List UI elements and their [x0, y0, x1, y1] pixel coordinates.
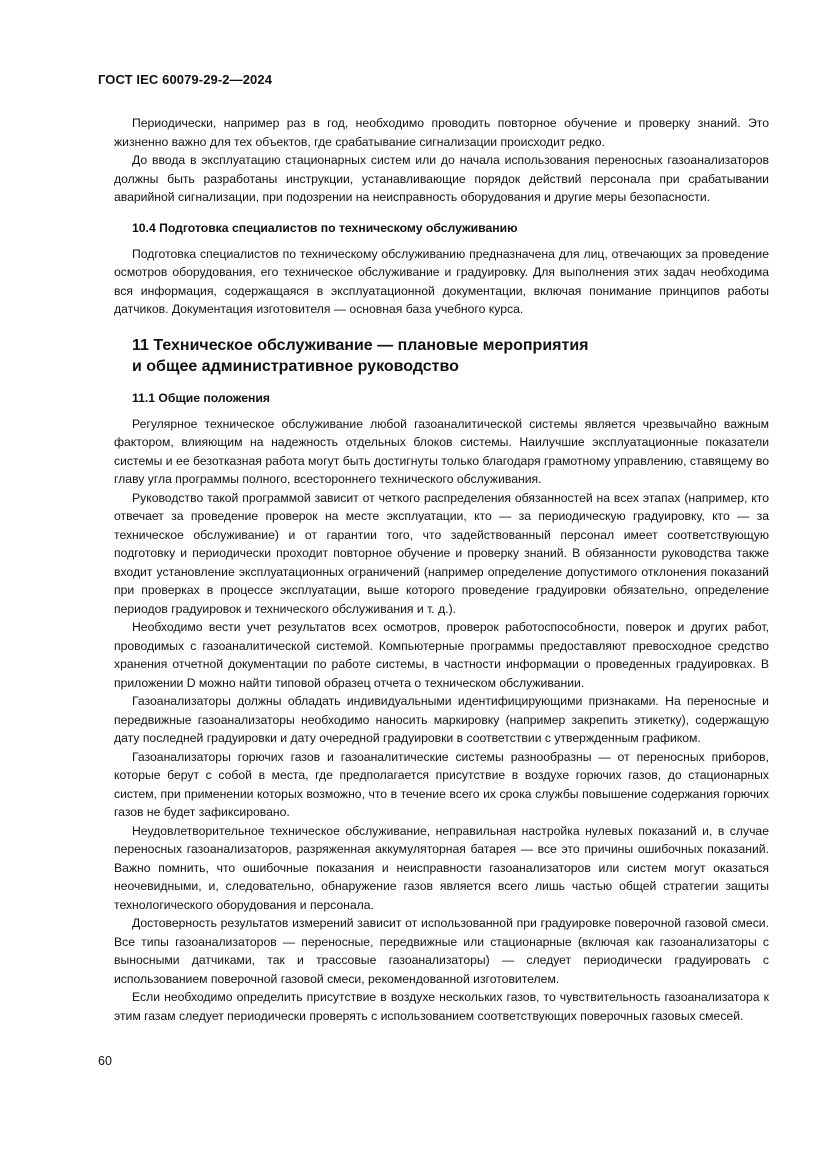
paragraph: До ввода в эксплуатацию стационарных систем или до начала использования переносных газоанализаторов должны быть разработаны инструкции, устанавливающие порядок действий персонала при срабатывании аварийной сигнализации, при подозрении на неисправность оборудования и другие меры безопасности.: [114, 153, 769, 204]
paragraph: Периодически, например раз в год, необходимо проводить повторное обучение и проверку знаний. Это жизненно важно для тех объектов, где срабатывание сигнализации происходит редко.: [114, 116, 769, 149]
paragraph: Если необходимо определить присутствие в воздухе нескольких газов, то чувствительность газоанализатора к этим газам следует периодически проверять с использованием соответствующих поверочных газовых смесей.: [114, 990, 769, 1023]
section-heading-11-line2: и общее административное руководство: [132, 357, 459, 375]
section-heading-11: [132, 335, 769, 377]
section-heading-11-line1: 11 Техническое обслуживание — плановые мероприятия: [132, 336, 589, 354]
section-heading-10-4: 10.4 Подготовка специалистов по техническому обслуживанию: [132, 220, 518, 235]
document-header: ГОСТ IEC 60079-29-2—2024: [98, 72, 273, 87]
paragraph: Руководство такой программой зависит от четкого распределения обязанностей на всех этапах (например, кто отвечает за проведение проверок на месте эксплуатации, кто — за периодическую градуировку, кто — за техническое обслуживание) и от гарантии того, что задействованный персонал имеет соответствующую подготовку и периодически проходит повторное обучение и проверку знаний. В обязанности руководства также входит установление эксплуатационных ограничений (например определение допустимого отклонения показаний при проверках в процессе эксплуатации, выше которого проведение градуировки обязательно, определение периодов градуировок и технического обслуживания и т. д.).: [114, 490, 769, 616]
paragraph: Подготовка специалистов по техническому обслуживанию предназначена для лиц, отвечающих за проведение осмотров оборудования, его техническое обслуживание и градуировку. Для выполнения этих задач необходима вся информация, содержащаяся в эксплуатационной документации, включая понимание принципов работы датчиков. Документация изготовителя — основная база учебного курса.: [114, 246, 769, 316]
paragraph: Газоанализаторы горючих газов и газоаналитические системы разнообразны — от переносных приборов, которые берут с собой в места, где предполагается присутствие в воздухе горючих газов, до стационарных систем, при применении которых возможно, что в течение всего их срока службы повышение содержания горючих газов не будет зафиксировано.: [114, 749, 769, 819]
paragraph: Газоанализаторы должны обладать индивидуальными идентифицирующими признаками. На переносные и передвижные газоанализаторы необходимо наносить маркировку (например закрепить этикетку), содержащую дату последней градуировки и дату очередной градуировки в соответствии с утвержденным графиком.: [114, 694, 769, 745]
paragraph: Неудовлетворительное техническое обслуживание, неправильная настройка нулевых показаний и, в случае переносных газоанализаторов, разряженная аккумуляторная батарея — все это причины ошибочных показаний. Важно помнить, что ошибочные показания и неисправности газоанализаторов или систем могут оказаться неочевидными, и, следовательно, обнаружение газов является всего лишь частью общей стратегии защиты технологического оборудования и персонала.: [114, 823, 769, 912]
page-number: 60: [98, 1054, 112, 1068]
paragraph: Регулярное техническое обслуживание любой газоаналитической системы является чрезвычайно важным фактором, влияющим на надежность отдельных блоков системы. Наилучшие эксплуатационные показатели системы и ее безотказная работа могут быть достигнуты только благодаря грамотному управлению, ставящему во главу угла программы полного, всестороннего технического обслуживания.: [114, 416, 769, 486]
paragraph: Необходимо вести учет результатов всех осмотров, проверок работоспособности, поверок и других работ, проводимых с газоаналитической системой. Компьютерные программы предоставляют превосходное средство хранения отчетной документации по работе системы, в частности информации о проведенных градуировках. В приложении D можно найти типовой образец отчета о техническом обслуживании.: [114, 620, 769, 690]
paragraph: Достоверность результатов измерений зависит от использованной при градуировке поверочной газовой смеси. Все типы газоанализаторов — переносные, передвижные или стационарные (включая как газоанализаторы с выносными датчиками, так и трассовые газоанализаторы) — следует периодически градуировать с использованием поверочной газовой смеси, рекомендованной изготовителем.: [114, 916, 769, 986]
section-heading-11-1: 11.1 Общие положения: [132, 390, 270, 405]
page-content: [114, 114, 769, 1025]
